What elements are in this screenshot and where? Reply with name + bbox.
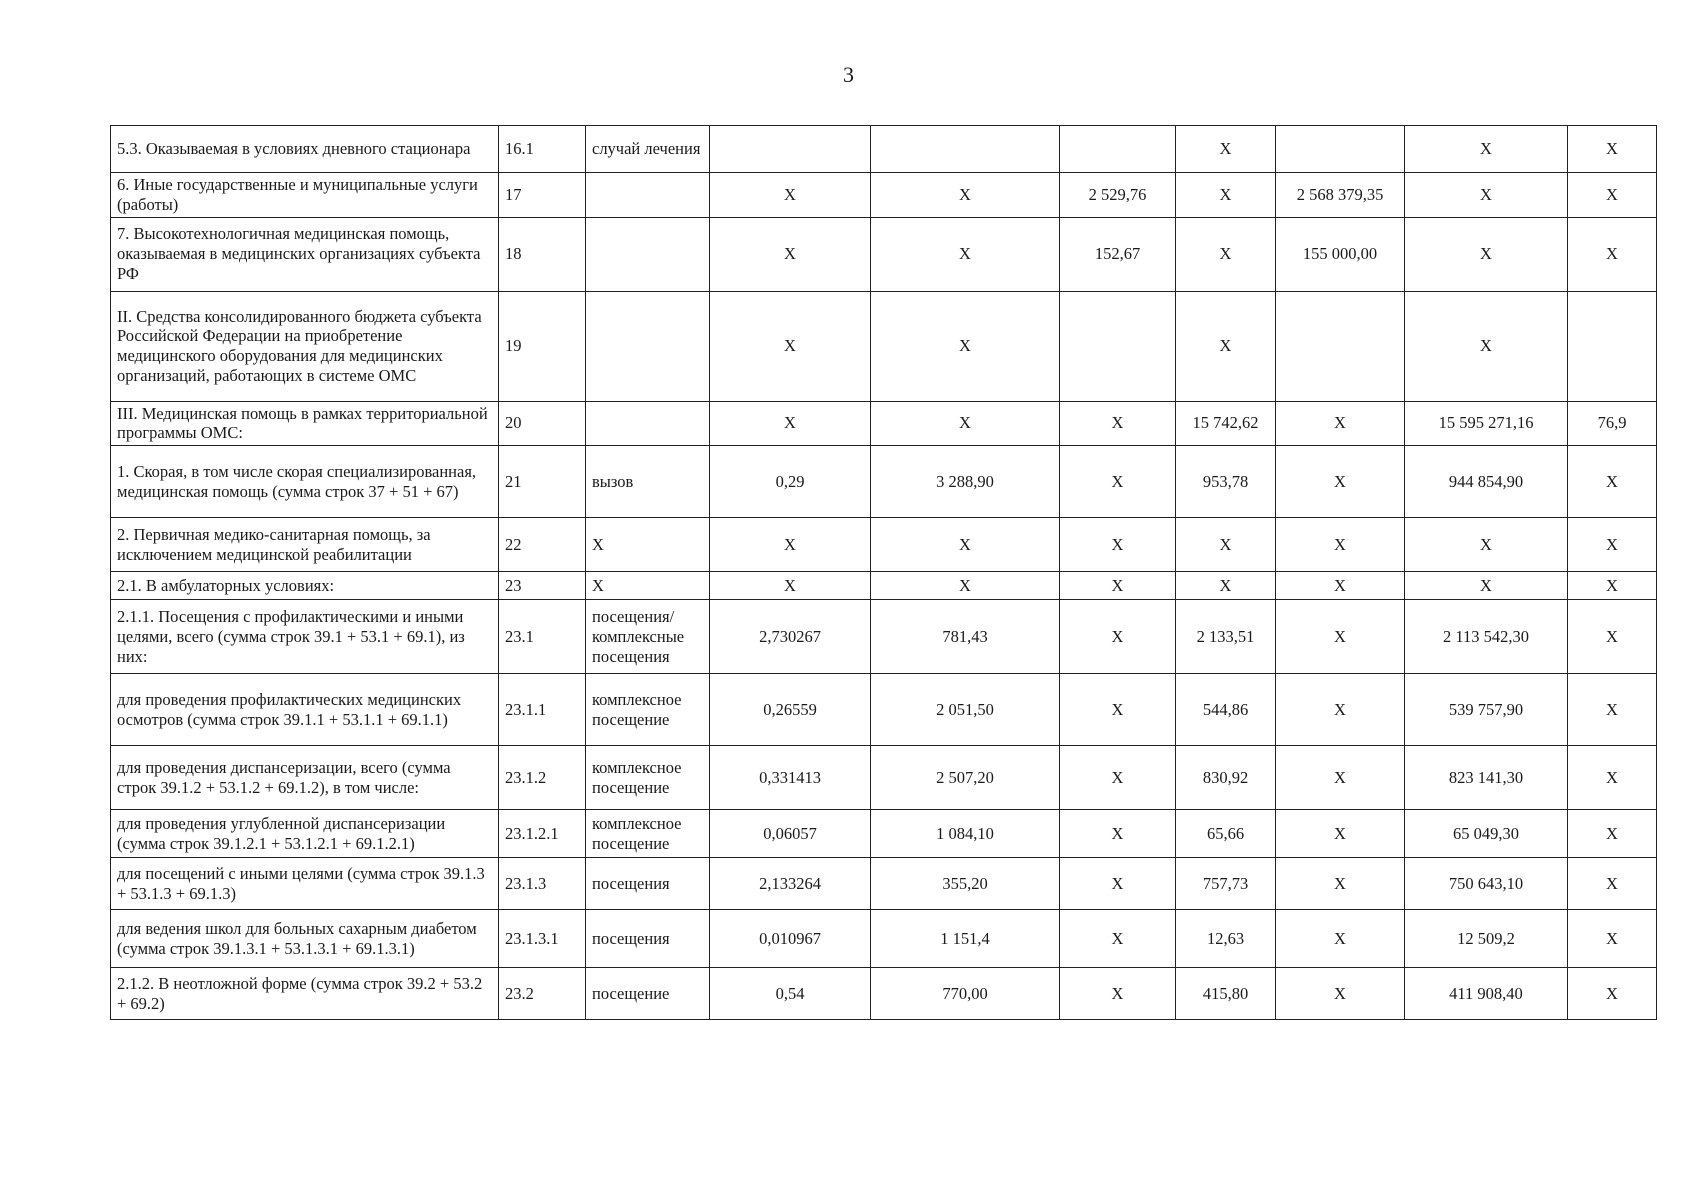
row-code-cell: 23.1.3.1 <box>499 910 586 968</box>
col5-cell: 3 288,90 <box>871 446 1060 518</box>
col9-cell: X <box>1405 518 1568 572</box>
col5-cell: 781,43 <box>871 600 1060 674</box>
col6-cell: X <box>1060 572 1176 600</box>
col6-cell <box>1060 291 1176 401</box>
col8-cell: X <box>1276 910 1405 968</box>
row-code-cell: 22 <box>499 518 586 572</box>
col4-cell: 2,133264 <box>710 858 871 910</box>
row-code-cell: 23.1.2.1 <box>499 810 586 858</box>
col7-cell: 65,66 <box>1176 810 1276 858</box>
col6-cell: X <box>1060 810 1176 858</box>
col7-cell: 415,80 <box>1176 968 1276 1020</box>
col7-cell: 12,63 <box>1176 910 1276 968</box>
col9-cell: 12 509,2 <box>1405 910 1568 968</box>
row-code-cell: 23 <box>499 572 586 600</box>
row-unit-cell <box>586 173 710 218</box>
col4-cell: 0,010967 <box>710 910 871 968</box>
col4-cell: 0,06057 <box>710 810 871 858</box>
table-row <box>111 910 1657 968</box>
table-row <box>111 126 1657 173</box>
table-row <box>111 968 1657 1020</box>
col5-cell: 2 507,20 <box>871 746 1060 810</box>
col4-cell <box>710 126 871 173</box>
row-name-cell: для проведения профилактических медицинских осмотров (сумма строк 39.1.1 + 53.1.1 + 69.1.1) <box>111 674 499 746</box>
col8-cell: X <box>1276 746 1405 810</box>
row-code-cell: 23.1.1 <box>499 674 586 746</box>
col10-cell: X <box>1568 126 1657 173</box>
col5-cell: 1 084,10 <box>871 810 1060 858</box>
col10-cell: X <box>1568 173 1657 218</box>
row-code-cell: 23.1.2 <box>499 746 586 810</box>
col10-cell: X <box>1568 518 1657 572</box>
col8-cell: X <box>1276 858 1405 910</box>
col7-cell: X <box>1176 173 1276 218</box>
col4-cell: X <box>710 291 871 401</box>
col4-cell: X <box>710 518 871 572</box>
col4-cell: X <box>710 217 871 291</box>
col10-cell: X <box>1568 217 1657 291</box>
col5-cell: X <box>871 291 1060 401</box>
row-name-cell: для проведения углубленной диспансеризации (сумма строк 39.1.2.1 + 53.1.2.1 + 69.1.2.1) <box>111 810 499 858</box>
table-row <box>111 291 1657 401</box>
row-unit-cell: комплексное посещение <box>586 674 710 746</box>
col7-cell: 830,92 <box>1176 746 1276 810</box>
col8-cell: X <box>1276 674 1405 746</box>
col5-cell: X <box>871 518 1060 572</box>
row-unit-cell <box>586 217 710 291</box>
col6-cell: 152,67 <box>1060 217 1176 291</box>
col4-cell: X <box>710 572 871 600</box>
table-row <box>111 858 1657 910</box>
col4-cell: 0,29 <box>710 446 871 518</box>
row-unit-cell: комплексное посещение <box>586 810 710 858</box>
col10-cell: X <box>1568 674 1657 746</box>
col4-cell: 0,26559 <box>710 674 871 746</box>
col9-cell: 15 595 271,16 <box>1405 401 1568 446</box>
col9-cell: 944 854,90 <box>1405 446 1568 518</box>
row-code-cell: 19 <box>499 291 586 401</box>
col6-cell: X <box>1060 674 1176 746</box>
col8-cell: X <box>1276 401 1405 446</box>
col10-cell: X <box>1568 600 1657 674</box>
col5-cell: 2 051,50 <box>871 674 1060 746</box>
table-row <box>111 674 1657 746</box>
col7-cell: 2 133,51 <box>1176 600 1276 674</box>
col9-cell: 411 908,40 <box>1405 968 1568 1020</box>
col8-cell: 155 000,00 <box>1276 217 1405 291</box>
row-name-cell: 2. Первичная медико-санитарная помощь, за исключением медицинской реабилитации <box>111 518 499 572</box>
col10-cell: X <box>1568 746 1657 810</box>
row-unit-cell: X <box>586 518 710 572</box>
row-unit-cell <box>586 401 710 446</box>
row-unit-cell: посещения <box>586 858 710 910</box>
col4-cell: 2,730267 <box>710 600 871 674</box>
row-name-cell: для ведения школ для больных сахарным диабетом (сумма строк 39.1.3.1 + 53.1.3.1 + 69.1.3.1) <box>111 910 499 968</box>
col10-cell: X <box>1568 810 1657 858</box>
col9-cell: X <box>1405 572 1568 600</box>
table-row <box>111 446 1657 518</box>
row-name-cell: 7. Высокотехнологичная медицинская помощь, оказываемая в медицинских организациях субъекта РФ <box>111 217 499 291</box>
col5-cell: X <box>871 173 1060 218</box>
col6-cell: X <box>1060 600 1176 674</box>
col5-cell: 355,20 <box>871 858 1060 910</box>
col5-cell: X <box>871 572 1060 600</box>
col5-cell: X <box>871 401 1060 446</box>
row-unit-cell: посещения <box>586 910 710 968</box>
row-unit-cell: X <box>586 572 710 600</box>
col6-cell: X <box>1060 746 1176 810</box>
table-body <box>111 126 1657 1020</box>
col8-cell: X <box>1276 600 1405 674</box>
row-code-cell: 18 <box>499 217 586 291</box>
col6-cell: X <box>1060 446 1176 518</box>
col8-cell: 2 568 379,35 <box>1276 173 1405 218</box>
table-row <box>111 173 1657 218</box>
row-unit-cell: посещение <box>586 968 710 1020</box>
col5-cell: X <box>871 217 1060 291</box>
col10-cell: X <box>1568 858 1657 910</box>
col9-cell: X <box>1405 173 1568 218</box>
col7-cell: 15 742,62 <box>1176 401 1276 446</box>
col6-cell <box>1060 126 1176 173</box>
col9-cell: X <box>1405 126 1568 173</box>
col10-cell: X <box>1568 910 1657 968</box>
col7-cell: X <box>1176 572 1276 600</box>
col4-cell: X <box>710 401 871 446</box>
col8-cell: X <box>1276 518 1405 572</box>
col10-cell: X <box>1568 446 1657 518</box>
col7-cell: 757,73 <box>1176 858 1276 910</box>
col5-cell: 1 151,4 <box>871 910 1060 968</box>
table-row <box>111 518 1657 572</box>
col7-cell: X <box>1176 217 1276 291</box>
row-unit-cell: вызов <box>586 446 710 518</box>
col8-cell: X <box>1276 968 1405 1020</box>
col9-cell: 65 049,30 <box>1405 810 1568 858</box>
row-code-cell: 20 <box>499 401 586 446</box>
col10-cell: X <box>1568 968 1657 1020</box>
col4-cell: 0,54 <box>710 968 871 1020</box>
col8-cell: X <box>1276 572 1405 600</box>
row-name-cell: 6. Иные государственные и муниципальные услуги (работы) <box>111 173 499 218</box>
table-row <box>111 401 1657 446</box>
col6-cell: X <box>1060 518 1176 572</box>
col8-cell <box>1276 126 1405 173</box>
row-code-cell: 16.1 <box>499 126 586 173</box>
row-code-cell: 23.1.3 <box>499 858 586 910</box>
col4-cell: 0,331413 <box>710 746 871 810</box>
col7-cell: X <box>1176 291 1276 401</box>
col5-cell: 770,00 <box>871 968 1060 1020</box>
row-name-cell: для проведения диспансеризации, всего (сумма строк 39.1.2 + 53.1.2 + 69.1.2), в том числе: <box>111 746 499 810</box>
col5-cell <box>871 126 1060 173</box>
col9-cell: 823 141,30 <box>1405 746 1568 810</box>
row-unit-cell: посещения/ комплексные посещения <box>586 600 710 674</box>
row-name-cell: 1. Скорая, в том числе скорая специализированная, медицинская помощь (сумма строк 37 + 51 + 67) <box>111 446 499 518</box>
row-name-cell: 2.1.1. Посещения с профилактическими и иными целями, всего (сумма строк 39.1 + 53.1 + 69.1), из них: <box>111 600 499 674</box>
col9-cell: X <box>1405 291 1568 401</box>
col6-cell: X <box>1060 401 1176 446</box>
row-name-cell: 2.1.2. В неотложной форме (сумма строк 39.2 + 53.2 + 69.2) <box>111 968 499 1020</box>
row-code-cell: 17 <box>499 173 586 218</box>
col4-cell: X <box>710 173 871 218</box>
row-name-cell: III. Медицинская помощь в рамках территориальной программы ОМС: <box>111 401 499 446</box>
row-code-cell: 23.1 <box>499 600 586 674</box>
row-code-cell: 23.2 <box>499 968 586 1020</box>
col8-cell <box>1276 291 1405 401</box>
col9-cell: X <box>1405 217 1568 291</box>
col8-cell: X <box>1276 446 1405 518</box>
col7-cell: X <box>1176 126 1276 173</box>
col9-cell: 2 113 542,30 <box>1405 600 1568 674</box>
col7-cell: 953,78 <box>1176 446 1276 518</box>
col7-cell: X <box>1176 518 1276 572</box>
col6-cell: X <box>1060 858 1176 910</box>
table-row <box>111 572 1657 600</box>
row-name-cell: для посещений с иными целями (сумма строк 39.1.3 + 53.1.3 + 69.1.3) <box>111 858 499 910</box>
row-unit-cell: случай лечения <box>586 126 710 173</box>
row-unit-cell: комплексное посещение <box>586 746 710 810</box>
col9-cell: 750 643,10 <box>1405 858 1568 910</box>
table-row <box>111 746 1657 810</box>
col10-cell: 76,9 <box>1568 401 1657 446</box>
program-table <box>110 125 1657 1020</box>
col6-cell: 2 529,76 <box>1060 173 1176 218</box>
row-unit-cell <box>586 291 710 401</box>
col6-cell: X <box>1060 968 1176 1020</box>
col10-cell: X <box>1568 572 1657 600</box>
col6-cell: X <box>1060 910 1176 968</box>
row-name-cell: 5.3. Оказываемая в условиях дневного стационара <box>111 126 499 173</box>
page-number: 3 <box>843 62 854 87</box>
col7-cell: 544,86 <box>1176 674 1276 746</box>
table-row <box>111 217 1657 291</box>
col8-cell: X <box>1276 810 1405 858</box>
row-code-cell: 21 <box>499 446 586 518</box>
col10-cell <box>1568 291 1657 401</box>
col9-cell: 539 757,90 <box>1405 674 1568 746</box>
row-name-cell: 2.1. В амбулаторных условиях: <box>111 572 499 600</box>
row-name-cell: II. Средства консолидированного бюджета субъекта Российской Федерации на приобретение медицинского оборудования для медицинских организаций, работающих в системе ОМС <box>111 291 499 401</box>
table-row <box>111 600 1657 674</box>
table-row <box>111 810 1657 858</box>
